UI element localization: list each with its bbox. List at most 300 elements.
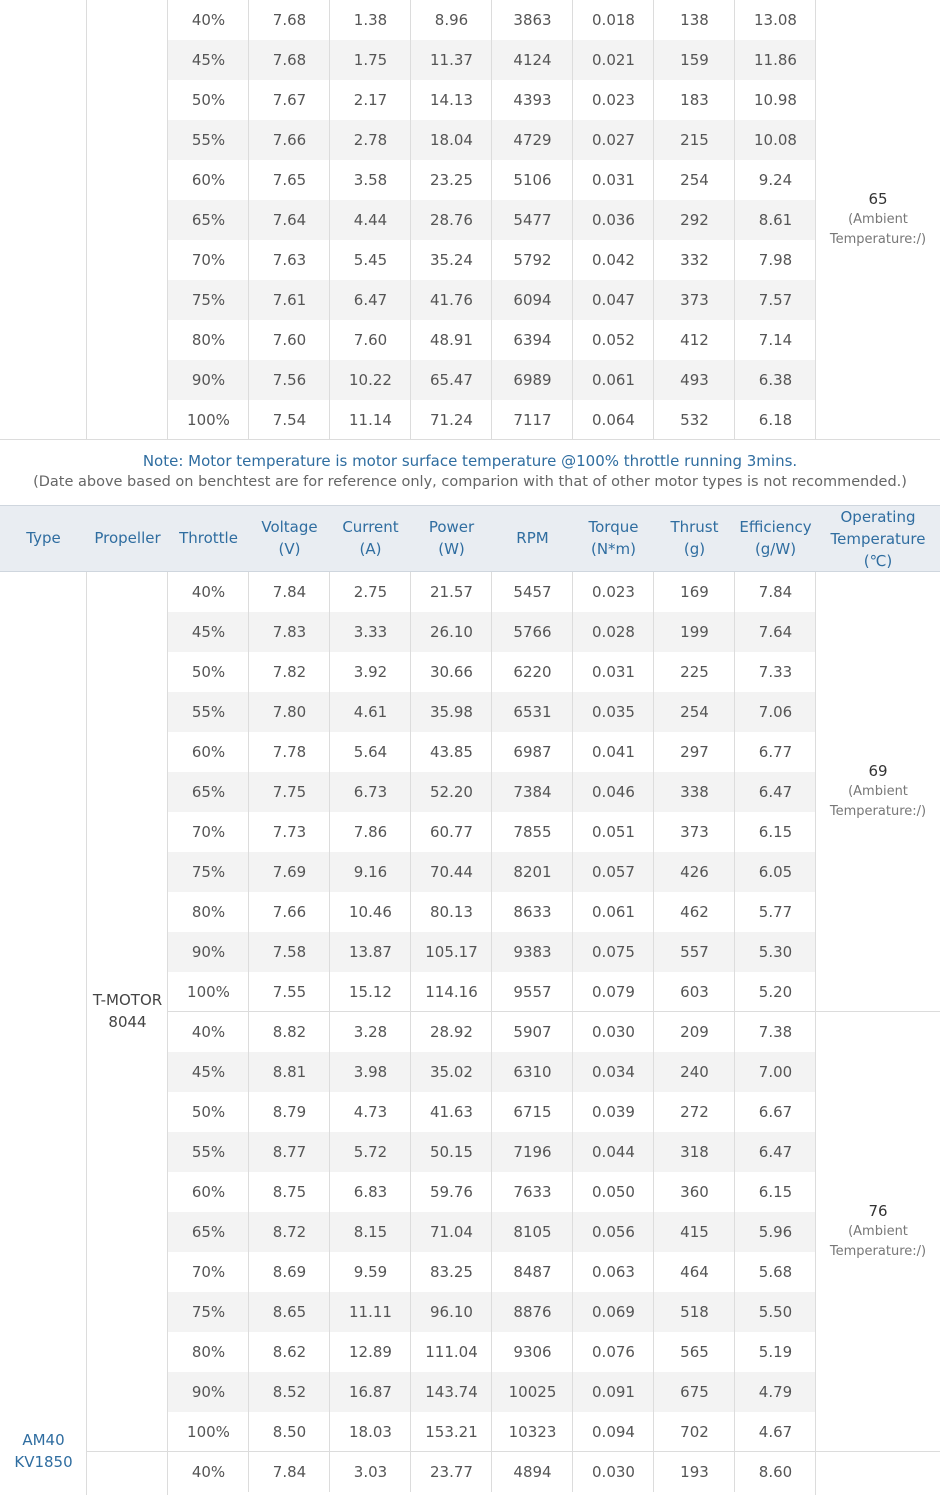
cell-torque: 0.023 [592,91,635,109]
cell-torque: 0.044 [592,1143,635,1161]
grid-line [734,80,735,120]
cell-torque: 0.069 [592,1303,635,1321]
cell-thrust: 462 [680,903,709,921]
grid-line [329,360,330,400]
cell-power: 14.13 [430,91,473,109]
grid-line [410,40,411,80]
grid-line [734,240,735,280]
cell-power: 43.85 [430,743,473,761]
cell-efficiency: 6.18 [758,411,793,429]
grid-line [329,1332,330,1372]
grid-line [248,1252,249,1292]
cell-current: 4.61 [353,703,388,721]
cell-power: 8.96 [434,11,469,29]
cell-torque: 0.052 [592,331,635,349]
cell-efficiency: 5.77 [758,903,793,921]
cell-rpm: 5477 [513,211,552,229]
cell-rpm: 10323 [508,1423,557,1441]
cell-current: 4.44 [353,211,388,229]
cell-throttle: 80% [191,903,226,921]
cell-voltage: 7.69 [272,863,307,881]
cell-voltage: 7.66 [272,131,307,149]
cell-throttle: 40% [191,1463,226,1481]
grid-line [734,1372,735,1412]
grid-line [653,120,654,160]
cell-throttle: 75% [191,291,226,309]
cell-throttle: 65% [191,1223,226,1241]
grid-line [248,1212,249,1252]
grid-line [410,732,411,772]
grid-line [572,772,573,812]
cell-current: 3.33 [353,623,388,641]
grid-line [572,732,573,772]
grid-line [734,0,735,40]
grid-line [653,400,654,440]
cell-efficiency: 4.79 [758,1383,793,1401]
grid-line [248,812,249,852]
grid-line [491,80,492,120]
header-thrust: Thrust (g) [670,518,719,558]
grid-line [653,1372,654,1412]
grid-line [734,1292,735,1332]
cell-voltage: 7.68 [272,51,307,69]
grid-line [329,0,330,40]
grid-line [329,1172,330,1212]
cell-efficiency: 7.84 [758,583,793,601]
grid-line [248,772,249,812]
cell-current: 10.22 [349,371,392,389]
cell-voltage: 8.77 [272,1143,307,1161]
cell-torque: 0.041 [592,743,635,761]
header-temperature: Operating Temperature (℃) [830,508,926,570]
cell-thrust: 183 [680,91,709,109]
grid-line [653,280,654,320]
grid-line [653,160,654,200]
cell-rpm: 9383 [513,943,552,961]
cell-thrust: 254 [680,703,709,721]
cell-voltage: 7.78 [272,743,307,761]
grid-line [572,40,573,80]
cell-thrust: 159 [680,51,709,69]
grid-line [248,892,249,932]
cell-voltage: 7.55 [272,983,307,1001]
cell-power: 96.10 [430,1303,473,1321]
grid-line [653,40,654,80]
cell-voltage: 7.64 [272,211,307,229]
grid-line [653,692,654,732]
grid-line [491,160,492,200]
grid-line [653,652,654,692]
grid-line [653,572,654,612]
cell-voltage: 8.72 [272,1223,307,1241]
cell-throttle: 100% [187,411,230,429]
cell-current: 7.60 [353,331,388,349]
grid-line [653,732,654,772]
grid-line [491,1012,492,1052]
cell-torque: 0.051 [592,823,635,841]
grid-line [491,772,492,812]
grid-line [653,1052,654,1092]
grid-line [734,1012,735,1052]
cell-power: 105.17 [425,943,478,961]
cell-throttle: 90% [191,1383,226,1401]
grid-line [734,1452,735,1492]
grid-line [572,160,573,200]
grid-line [653,360,654,400]
grid-line [491,572,492,612]
grid-line [248,1172,249,1212]
cell-power: 60.77 [430,823,473,841]
grid-line [491,120,492,160]
cell-thrust: 318 [680,1143,709,1161]
cell-torque: 0.056 [592,1223,635,1241]
grid-line [491,1212,492,1252]
grid-line [329,1092,330,1132]
grid-line [572,812,573,852]
cell-voltage: 8.52 [272,1383,307,1401]
grid-line [248,120,249,160]
cell-power: 28.76 [430,211,473,229]
cell-power: 48.91 [430,331,473,349]
cell-rpm: 4124 [513,51,552,69]
cell-torque: 0.031 [592,663,635,681]
grid-line [248,80,249,120]
cell-power: 143.74 [425,1383,478,1401]
grid-line [329,892,330,932]
cell-current: 9.59 [353,1263,388,1281]
cell-rpm: 5457 [513,583,552,601]
grid-line [734,1092,735,1132]
grid-line [734,360,735,400]
cell-thrust: 412 [680,331,709,349]
grid-line [491,972,492,1012]
cell-thrust: 240 [680,1063,709,1081]
cell-rpm: 7196 [513,1143,552,1161]
cell-thrust: 565 [680,1343,709,1361]
grid-line [572,320,573,360]
grid-line [491,1412,492,1452]
grid-line [734,692,735,732]
grid-line [572,400,573,440]
cell-efficiency: 4.67 [758,1423,793,1441]
grid-line [653,1332,654,1372]
grid-line [734,1132,735,1172]
grid-line [734,400,735,440]
grid-line [410,1412,411,1452]
cell-rpm: 8201 [513,863,552,881]
cell-rpm: 10025 [508,1383,557,1401]
cell-throttle: 50% [191,1103,226,1121]
cell-power: 80.13 [430,903,473,921]
cell-rpm: 7855 [513,823,552,841]
cell-power: 111.04 [425,1343,478,1361]
grid-line [248,572,249,612]
grid-line [86,572,87,1495]
grid-line [653,892,654,932]
grid-line [572,972,573,1012]
grid-line [653,1292,654,1332]
cell-thrust: 557 [680,943,709,961]
cell-rpm: 9557 [513,983,552,1001]
cell-throttle: 70% [191,823,226,841]
grid-line [734,852,735,892]
grid-line [734,772,735,812]
cell-thrust: 603 [680,983,709,1001]
grid-line [653,972,654,1012]
cell-throttle: 65% [191,783,226,801]
grid-line [410,0,411,40]
grid-line [653,1252,654,1292]
cell-current: 2.17 [353,91,388,109]
grid-line [329,40,330,80]
cell-torque: 0.050 [592,1183,635,1201]
cell-voltage: 8.65 [272,1303,307,1321]
grid-line [248,1052,249,1092]
grid-line [248,1452,249,1492]
cell-power: 35.24 [430,251,473,269]
grid-line [329,1052,330,1092]
grid-line [734,572,735,612]
grid-line [491,812,492,852]
cell-throttle: 55% [191,703,226,721]
grid-line [329,1132,330,1172]
cell-throttle: 50% [191,663,226,681]
cell-power: 65.47 [430,371,473,389]
cell-current: 1.38 [353,11,388,29]
grid-line [491,400,492,440]
cell-voltage: 7.82 [272,663,307,681]
grid-line [410,1092,411,1132]
grid-line [248,852,249,892]
cell-thrust: 532 [680,411,709,429]
cell-efficiency: 6.47 [758,783,793,801]
cell-rpm: 6310 [513,1063,552,1081]
cell-torque: 0.076 [592,1343,635,1361]
grid-line [329,240,330,280]
cell-rpm: 7117 [513,411,552,429]
grid-line [491,852,492,892]
grid-line [410,120,411,160]
cell-power: 23.77 [430,1463,473,1481]
cell-current: 3.98 [353,1063,388,1081]
grid-line [572,280,573,320]
grid-line [87,1451,940,1452]
cell-torque: 0.021 [592,51,635,69]
grid-line [734,160,735,200]
grid-line [734,932,735,972]
cell-torque: 0.094 [592,1423,635,1441]
cell-thrust: 415 [680,1223,709,1241]
cell-throttle: 60% [191,171,226,189]
cell-voltage: 8.79 [272,1103,307,1121]
grid-line [572,1292,573,1332]
cell-voltage: 7.83 [272,623,307,641]
cell-current: 5.45 [353,251,388,269]
cell-voltage: 7.84 [272,1463,307,1481]
grid-line [572,200,573,240]
cell-current: 5.72 [353,1143,388,1161]
grid-line [734,732,735,772]
grid-line [248,280,249,320]
cell-power: 21.57 [430,583,473,601]
cell-rpm: 7384 [513,783,552,801]
cell-thrust: 702 [680,1423,709,1441]
test-note [0,440,940,505]
cell-torque: 0.061 [592,371,635,389]
grid-line [572,1172,573,1212]
grid-line [410,280,411,320]
cell-current: 10.46 [349,903,392,921]
cell-voltage: 7.56 [272,371,307,389]
grid-line [653,1012,654,1052]
grid-line [329,1452,330,1492]
cell-voltage: 8.75 [272,1183,307,1201]
cell-torque: 0.023 [592,583,635,601]
grid-line [653,1092,654,1132]
cell-thrust: 426 [680,863,709,881]
cell-efficiency: 7.64 [758,623,793,641]
cell-rpm: 6715 [513,1103,552,1121]
cell-torque: 0.046 [592,783,635,801]
grid-line [248,692,249,732]
grid-line [491,1292,492,1332]
cell-throttle: 60% [191,1183,226,1201]
header-power: Power (W) [428,518,475,558]
grid-line [572,1012,573,1052]
cell-throttle: 100% [187,983,230,1001]
grid-line [410,1332,411,1372]
cell-power: 71.24 [430,411,473,429]
cell-efficiency: 5.30 [758,943,793,961]
cell-power: 52.20 [430,783,473,801]
grid-line [410,972,411,1012]
grid-line [410,360,411,400]
cell-efficiency: 8.61 [758,211,793,229]
grid-line [572,572,573,612]
cell-power: 153.21 [425,1423,478,1441]
cell-efficiency: 7.14 [758,331,793,349]
cell-throttle: 70% [191,1263,226,1281]
grid-line [653,612,654,652]
cell-efficiency: 6.67 [758,1103,793,1121]
grid-line [329,1292,330,1332]
temperature-a: 69 (Ambient Temperature:/) [829,762,927,819]
cell-rpm: 4894 [513,1463,552,1481]
grid-line [410,320,411,360]
grid-line [329,572,330,612]
cell-efficiency: 6.05 [758,863,793,881]
grid-line [329,280,330,320]
grid-line [491,932,492,972]
grid-line [248,400,249,440]
cell-power: 11.37 [430,51,473,69]
cell-throttle: 55% [191,131,226,149]
cell-power: 26.10 [430,623,473,641]
cell-voltage: 8.69 [272,1263,307,1281]
grid-line [410,692,411,732]
grid-line [248,0,249,40]
cell-thrust: 373 [680,823,709,841]
grid-line [572,892,573,932]
cell-throttle: 100% [187,1423,230,1441]
cell-throttle: 75% [191,1303,226,1321]
grid-line [491,892,492,932]
grid-line [491,240,492,280]
grid-line [572,1132,573,1172]
cell-current: 16.87 [349,1383,392,1401]
grid-line [653,1212,654,1252]
grid-line [410,80,411,120]
grid-line [410,932,411,972]
grid-line [410,1132,411,1172]
grid-line [572,1452,573,1492]
cell-torque: 0.079 [592,983,635,1001]
cell-efficiency: 6.15 [758,823,793,841]
cell-thrust: 215 [680,131,709,149]
header-throttle: Throttle [179,529,238,547]
cell-voltage: 7.60 [272,331,307,349]
grid-line [329,400,330,440]
cell-rpm: 5792 [513,251,552,269]
cell-thrust: 254 [680,171,709,189]
cell-current: 6.83 [353,1183,388,1201]
cell-current: 2.78 [353,131,388,149]
cell-thrust: 209 [680,1023,709,1041]
grid-line [572,120,573,160]
cell-voltage: 7.73 [272,823,307,841]
cell-torque: 0.030 [592,1463,635,1481]
cell-power: 41.63 [430,1103,473,1121]
cell-thrust: 373 [680,291,709,309]
grid-line [734,1052,735,1092]
header-type: Type [26,529,61,547]
grid-line [572,360,573,400]
grid-line [491,0,492,40]
grid-line [410,892,411,932]
grid-line [0,505,940,506]
grid-line [572,240,573,280]
cell-voltage: 8.82 [272,1023,307,1041]
cell-rpm: 3863 [513,11,552,29]
cell-throttle: 80% [191,331,226,349]
cell-torque: 0.034 [592,1063,635,1081]
cell-throttle: 50% [191,91,226,109]
grid-line [248,652,249,692]
cell-torque: 0.036 [592,211,635,229]
cell-efficiency: 11.86 [754,51,797,69]
cell-throttle: 80% [191,1343,226,1361]
header-propeller: Propeller [94,529,161,547]
grid-line [410,1012,411,1052]
grid-line [572,80,573,120]
cell-throttle: 75% [191,863,226,881]
grid-line [410,1052,411,1092]
cell-throttle: 70% [191,251,226,269]
grid-line [329,732,330,772]
grid-line [734,1212,735,1252]
grid-line [572,1052,573,1092]
cell-torque: 0.047 [592,291,635,309]
grid-line [491,1452,492,1492]
grid-line [653,1412,654,1452]
cell-current: 3.03 [353,1463,388,1481]
cell-voltage: 8.62 [272,1343,307,1361]
grid-line [329,120,330,160]
grid-line [329,1012,330,1052]
cell-power: 23.25 [430,171,473,189]
grid-line [734,1252,735,1292]
grid-line [653,80,654,120]
